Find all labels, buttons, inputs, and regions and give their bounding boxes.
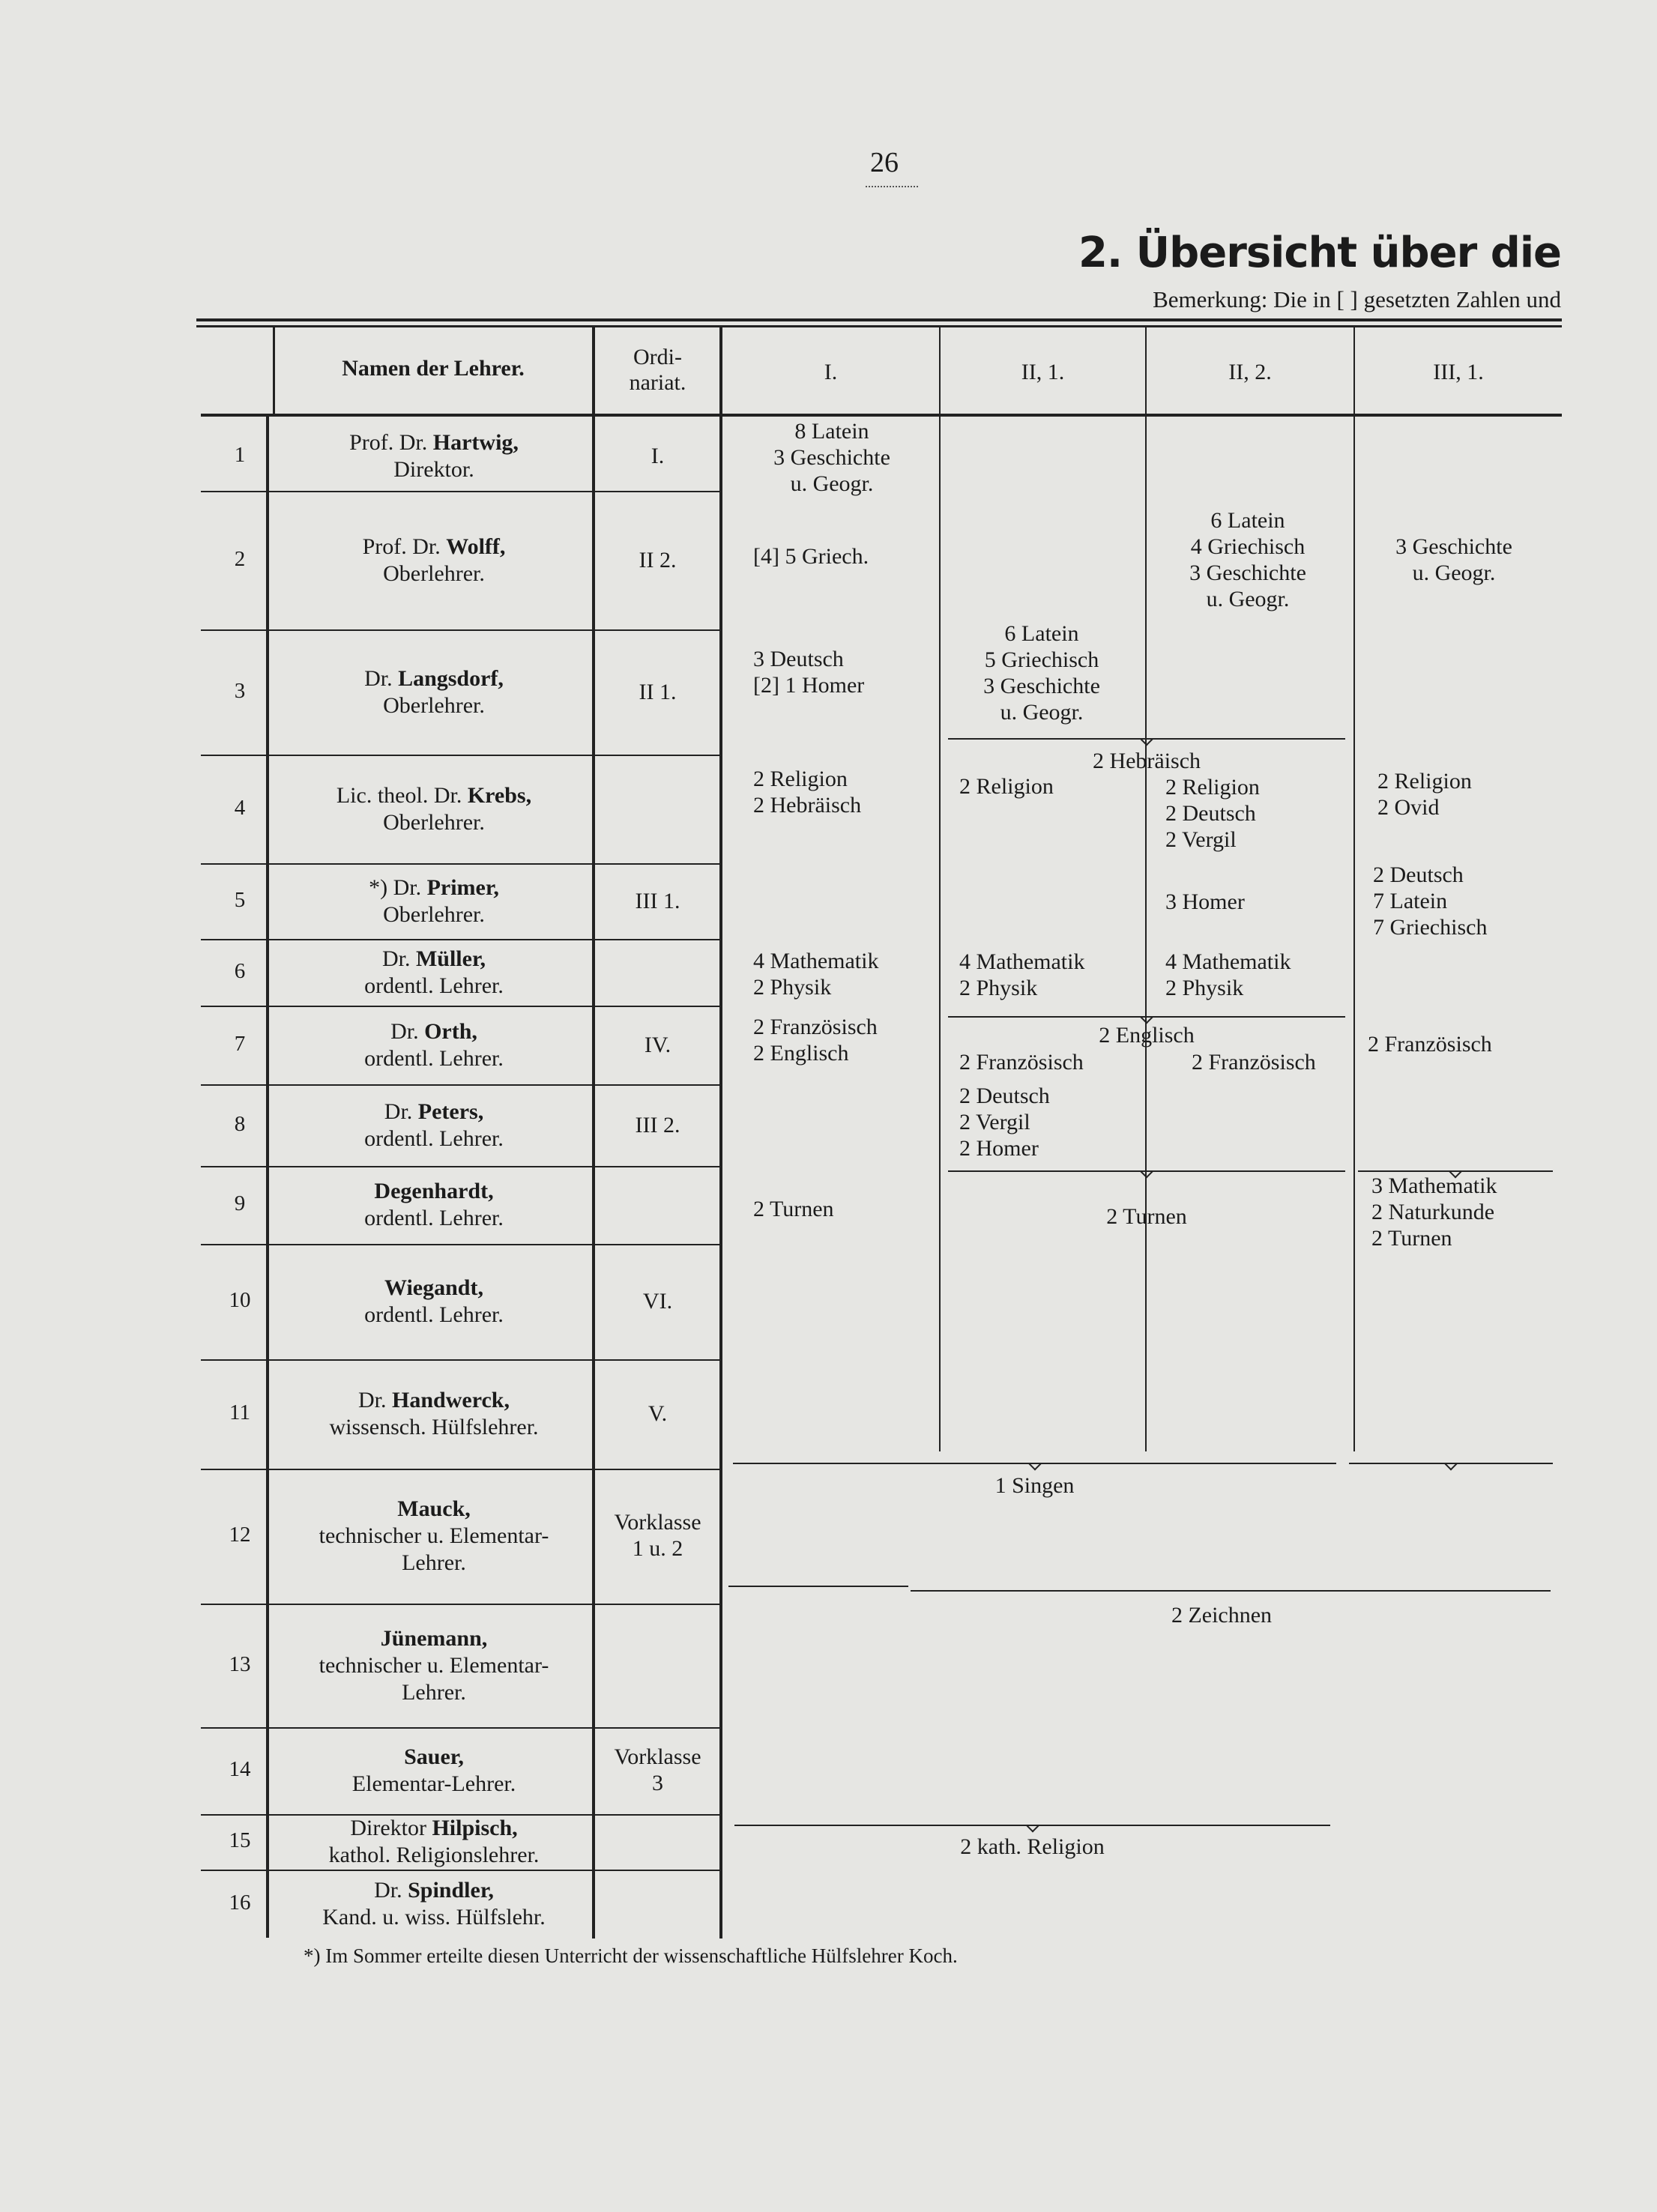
lesson-r3-c1: 3 Deutsch [2] 1 Homer: [753, 647, 865, 698]
teacher-name-block: [277, 946, 591, 1000]
row-separator: [201, 1006, 719, 1007]
teacher-title: Dr.: [358, 1388, 393, 1412]
lesson-r3-c2: 6 Latein 5 Griechisch 3 Geschichte u. Geogr.: [983, 621, 1100, 725]
lesson-r5-c4: 2 Deutsch 7 Latein 7 Griechisch: [1373, 862, 1488, 940]
teacher-title: Direktor: [350, 1816, 432, 1840]
teacher-role: Oberlehrer.: [383, 809, 485, 835]
teacher-role: Kand. u. wiss. Hülfslehr.: [322, 1904, 546, 1930]
lesson-r9-c4: 3 Mathematik 2 Naturkunde 2 Turnen: [1371, 1173, 1497, 1251]
teacher-number: 8: [234, 1111, 246, 1136]
teacher-title: Dr.: [374, 1877, 408, 1903]
lesson-r13-brace: 2 Zeichnen: [1171, 1603, 1273, 1628]
teacher-role: Oberlehrer.: [383, 560, 485, 586]
brace-r4: [948, 731, 1345, 740]
lesson-r4-c4: 2 Religion 2 Ovid: [1377, 769, 1472, 820]
col-rule-c4: [1353, 327, 1355, 1451]
lesson-r2-c4: 3 Geschichte u. Geogr.: [1395, 534, 1512, 585]
teacher-surname: Orth,: [424, 1018, 477, 1044]
col-rule-names-left: [273, 327, 275, 414]
teacher-name-block: [277, 1178, 591, 1232]
teacher-name-line: [277, 1275, 591, 1302]
row-separator: [201, 1084, 719, 1086]
lesson-r8-c2: 2 Deutsch 2 Vergil 2 Homer: [959, 1084, 1050, 1161]
teacher-name-block: [277, 665, 591, 719]
header-class-II1: II, 1.: [1021, 360, 1065, 384]
teacher-surname: Müller,: [415, 946, 486, 971]
brace-r12: [733, 1455, 1336, 1464]
row-separator: [201, 755, 719, 756]
row-separator: [201, 491, 719, 492]
brace-r15: [734, 1817, 1330, 1826]
teacher-name-block: [277, 1815, 591, 1869]
teacher-name-line: [277, 1877, 591, 1904]
col-rule-c2: [939, 327, 941, 1451]
teacher-role: Direktor.: [393, 457, 474, 482]
teacher-number: 14: [229, 1757, 251, 1781]
teacher-surname: Krebs,: [467, 782, 532, 808]
lesson-r9-brace: 2 Turnen: [1106, 1204, 1187, 1229]
teacher-name-block: [277, 1018, 591, 1072]
row-separator: [201, 1469, 719, 1470]
teacher-surname: Peters,: [417, 1099, 484, 1124]
teacher-ordinariat: II 1.: [639, 679, 677, 704]
brace-r12-c4: [1349, 1455, 1553, 1464]
header-class-III1: III, 1.: [1433, 360, 1484, 384]
teacher-name-line: [277, 1178, 591, 1205]
lesson-r4-c2: 2 Religion: [959, 774, 1054, 799]
teacher-surname: Mauck,: [397, 1496, 471, 1521]
row-separator: [201, 1604, 719, 1605]
top-double-rule-2: [196, 325, 1562, 327]
teacher-surname: Handwerck,: [392, 1388, 510, 1412]
lesson-r7-brace: 2 Englisch: [1099, 1023, 1195, 1048]
teacher-name-block: [277, 874, 591, 928]
col-rule-names-left-body: [266, 417, 269, 1938]
teacher-name-line: [277, 1815, 591, 1842]
teacher-name-line: [277, 782, 591, 809]
teacher-name-block: [277, 1387, 591, 1441]
teacher-surname: Hartwig,: [432, 430, 519, 455]
page-number-ornament: [866, 180, 918, 187]
teacher-number: 12: [229, 1523, 251, 1547]
teacher-title: Prof. Dr.: [349, 430, 433, 455]
teacher-number: 6: [234, 958, 246, 983]
teacher-surname: Langsdorf,: [398, 665, 504, 691]
teacher-name-line: [277, 946, 591, 973]
teacher-surname: Jünemann,: [380, 1625, 488, 1651]
teacher-number: 7: [234, 1031, 246, 1056]
teacher-role: ordentl. Lehrer.: [364, 1125, 504, 1151]
col-rule-ord: [592, 327, 595, 1938]
teacher-title: Prof. Dr.: [362, 534, 447, 559]
teacher-title: Lic. theol. Dr.: [336, 782, 468, 808]
teacher-number: 5: [234, 887, 246, 912]
teacher-ordinariat: IV.: [644, 1032, 671, 1057]
lesson-r1-c1: 8 Latein 3 Geschichte u. Geogr.: [773, 419, 890, 496]
teacher-ordinariat: III 1.: [635, 888, 680, 913]
header-class-I: I.: [824, 360, 838, 384]
row-separator: [201, 1244, 719, 1245]
brace-r9-c4: [1358, 1163, 1553, 1172]
teacher-name-line: [277, 534, 591, 560]
row-separator: [201, 1166, 719, 1167]
teacher-ordinariat: II 2.: [639, 547, 677, 572]
top-double-rule-1: [196, 318, 1562, 321]
rule-r13-right: [911, 1590, 1551, 1592]
rule-r13-left: [728, 1586, 908, 1587]
teacher-name-block: [277, 429, 591, 483]
teacher-ordinariat: V.: [648, 1401, 668, 1426]
teacher-number: 2: [234, 546, 246, 571]
teacher-name-line: [277, 1018, 591, 1045]
footnote: *) Im Sommer erteilte diesen Unterricht der wissenschaftliche Hülfslehrer Koch.: [304, 1944, 958, 1967]
teacher-name-block: [277, 1496, 591, 1577]
teacher-role: kathol. Religionslehrer.: [328, 1843, 540, 1867]
col-rule-c3: [1145, 327, 1147, 1451]
teacher-number: 15: [229, 1828, 251, 1852]
header-bottom-rule: [201, 414, 1562, 417]
teacher-role: ordentl. Lehrer.: [364, 1206, 504, 1230]
teacher-title: Dr.: [364, 665, 399, 691]
teacher-surname: Spindler,: [408, 1877, 494, 1903]
teacher-name-block: [277, 1099, 591, 1152]
brace-r9-c2c3: [948, 1163, 1345, 1172]
teacher-role: technischer u. Elementar- Lehrer.: [319, 1523, 549, 1575]
teacher-name-block: [277, 1744, 591, 1798]
row-separator: [201, 1359, 719, 1361]
teacher-surname: Primer,: [426, 874, 499, 900]
teacher-name-line: [277, 429, 591, 456]
teacher-name-line: [277, 1625, 591, 1652]
teacher-role: technischer u. Elementar- Lehrer.: [319, 1652, 549, 1705]
row-separator: [201, 939, 719, 940]
teacher-name-line: [277, 874, 591, 901]
teacher-number: 1: [234, 443, 246, 467]
teacher-role: Oberlehrer.: [383, 692, 485, 718]
lesson-r4-c3: 2 Religion 2 Deutsch 2 Vergil: [1165, 775, 1260, 852]
header-class-II2: II, 2.: [1228, 360, 1272, 384]
teacher-name-line: [277, 1387, 591, 1414]
row-separator: [201, 863, 719, 865]
teacher-role: Oberlehrer.: [383, 901, 485, 927]
teacher-number: 9: [234, 1191, 246, 1215]
teacher-role: ordentl. Lehrer.: [364, 973, 504, 998]
row-separator: [201, 1727, 719, 1729]
lesson-r12-brace: 1 Singen: [994, 1473, 1075, 1498]
row-separator: [201, 1870, 719, 1871]
lesson-r9-c1: 2 Turnen: [753, 1197, 834, 1221]
teacher-surname: Degenhardt,: [374, 1179, 494, 1203]
teacher-role: ordentl. Lehrer.: [364, 1045, 504, 1071]
teacher-number: 3: [234, 678, 246, 703]
lesson-r4-brace: 2 Hebräisch: [1092, 749, 1201, 773]
lesson-r7-c1: 2 Französisch 2 Englisch: [753, 1015, 878, 1066]
teacher-title: Dr.: [384, 1099, 418, 1124]
teacher-role: Elementar-Lehrer.: [351, 1771, 516, 1796]
page-number: 26: [870, 147, 899, 178]
teacher-name-block: [277, 534, 591, 587]
lesson-r15-brace: 2 kath. Religion: [960, 1834, 1105, 1859]
teacher-ordinariat: III 2.: [635, 1112, 680, 1137]
lesson-r5-c3: 3 Homer: [1165, 889, 1245, 914]
teacher-name-block: [277, 782, 591, 836]
teacher-name-line: [277, 1744, 591, 1771]
lesson-r2-c1: [4] 5 Griech.: [753, 544, 869, 569]
lesson-r6-c3: 4 Mathematik 2 Physik: [1165, 949, 1291, 1000]
lesson-r6-c2: 4 Mathematik 2 Physik: [959, 949, 1085, 1000]
brace-r7: [948, 1012, 1345, 1018]
page-title: 2. Übersicht über die: [1078, 229, 1561, 277]
header-ordinariat: Ordi- nariat.: [629, 345, 686, 395]
teacher-number: 13: [229, 1652, 251, 1676]
teacher-role: wissensch. Hülfslehrer.: [329, 1415, 539, 1439]
teacher-role: ordentl. Lehrer.: [364, 1302, 504, 1327]
row-separator: [201, 629, 719, 631]
teacher-ordinariat: Vorklasse 1 u. 2: [614, 1510, 701, 1561]
teacher-ordinariat: I.: [651, 444, 665, 468]
lesson-r2-c3: 6 Latein 4 Griechisch 3 Geschichte u. Geogr.: [1189, 508, 1306, 611]
teacher-ordinariat: Vorklasse 3: [614, 1744, 701, 1795]
teacher-name-line: [277, 1496, 591, 1523]
col-rule-c1: [719, 327, 722, 1938]
teacher-number: 10: [229, 1288, 251, 1312]
teacher-name-line: [277, 665, 591, 692]
header-names: Namen der Lehrer.: [342, 356, 525, 381]
teacher-name-block: [277, 1275, 591, 1329]
lesson-r7-c4: 2 Französisch: [1368, 1032, 1492, 1057]
teacher-name-block: [277, 1625, 591, 1706]
teacher-surname: Wolff,: [446, 534, 506, 559]
teacher-surname: Hilpisch,: [432, 1816, 518, 1840]
teacher-number: 4: [234, 795, 246, 820]
teacher-title: *) Dr.: [369, 874, 427, 900]
teacher-name-line: [277, 1099, 591, 1125]
teacher-number: 16: [229, 1890, 251, 1915]
lesson-r7-c2: 2 Französisch: [959, 1050, 1084, 1075]
teacher-number: 11: [229, 1400, 250, 1424]
teacher-name-block: [277, 1877, 591, 1931]
teacher-surname: Sauer,: [404, 1744, 464, 1769]
teacher-ordinariat: VI.: [642, 1289, 673, 1314]
teacher-title: Dr.: [390, 1018, 425, 1044]
lesson-r6-c1: 4 Mathematik 2 Physik: [753, 949, 879, 1000]
teacher-title: Dr.: [381, 946, 416, 971]
lesson-r7-c3: 2 Französisch: [1192, 1050, 1316, 1075]
lesson-r4-c1: 2 Religion 2 Hebräisch: [753, 767, 862, 818]
remark-line: Bemerkung: Die in [ ] gesetzten Zahlen und: [1153, 286, 1561, 312]
teacher-surname: Wiegandt,: [384, 1275, 483, 1300]
